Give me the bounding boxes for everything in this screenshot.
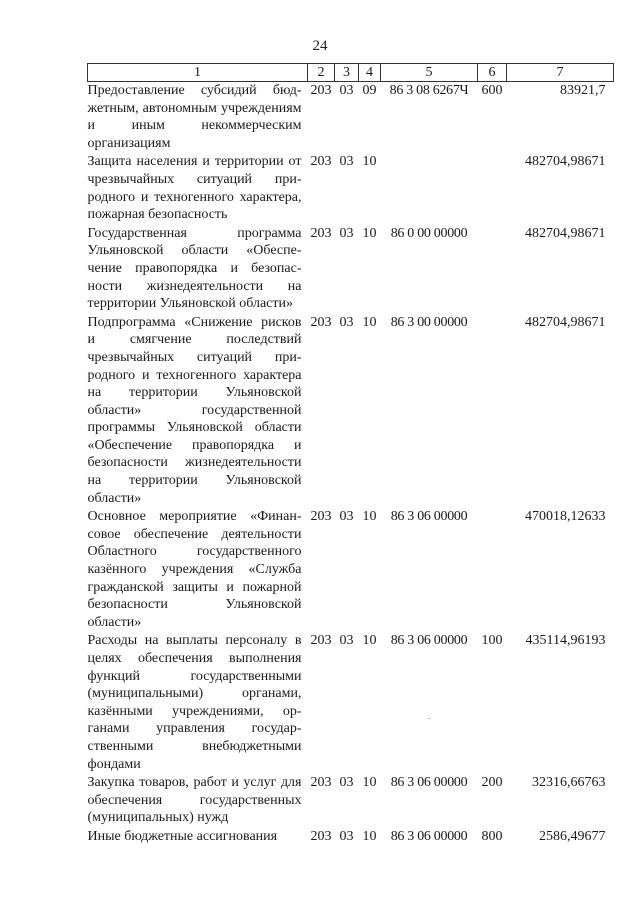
row-col-6: 800 [481,828,503,844]
header-col-1: 1 [88,64,308,82]
row-name: Государственная программа Ульяновской области «Обеспечение правопорядка и безопасности жизнедеятельности на территории Ульяновской области» [87,225,302,312]
row-col-7: 482704,98671 [525,225,606,241]
row-col-4: 10 [362,828,377,844]
row-col-5: 86 3 06 00000 [390,828,468,844]
row-col-3: 03 [339,314,354,330]
page-number: 24 [312,38,328,54]
row-col-5: 86 3 06 00000 [390,509,468,525]
row-col-3: 03 [339,83,354,98]
row-col-3: 03 [339,509,354,525]
row-col-3: 03 [339,225,354,241]
row-col-6 [478,314,507,509]
row-name: Основное мероприятие «Финансовое обеспечение деятельности Областного государственного казённого учреждения «Служба гражданской защиты и пожарной безопасности Ульяновской области» [87,509,302,630]
row-col-4: 10 [362,225,377,241]
row-col-4: 10 [362,633,377,649]
row-col-6 [478,508,507,632]
table-row [88,828,614,847]
row-col-4: 10 [362,775,377,791]
row-name: Иные бюджетные ассигнования [87,828,278,844]
header-col-7: 7 [507,64,614,82]
row-col-7: 2586,49677 [539,828,606,844]
row-col-3: 03 [339,775,354,791]
row-col-5: 86 3 06 00000 [390,633,468,649]
row-col-7: 83921,7 [560,83,606,98]
table-row [88,225,614,314]
table-body [88,82,614,847]
row-col-6 [478,153,507,224]
row-col-4: 10 [362,509,377,525]
row-col-7: 32316,66763 [532,775,606,791]
row-col-4: 10 [362,314,377,330]
row-col-3: 03 [339,633,354,649]
table-row [88,508,614,632]
row-col-4: 10 [362,154,377,170]
row-col-7: 435114,96193 [525,633,606,649]
header-col-3: 3 [335,64,359,82]
budget-table [87,63,614,847]
row-col-3: 03 [339,154,354,170]
row-col-6 [478,225,507,314]
row-col-2: 203 [310,775,332,791]
row-col-5: 86 3 06 00000 [390,775,468,791]
table-row [88,82,614,154]
row-col-2: 203 [310,828,332,844]
row-col-6: 200 [481,775,503,791]
row-col-6: 600 [481,83,503,98]
row-name: Предоставление субсидий бюджетным, автономным учреждениям и иным некоммерческим организациям [87,83,302,151]
row-col-2: 203 [310,633,332,649]
table-row [88,314,614,509]
header-col-6: 6 [478,64,507,82]
row-col-2: 203 [310,154,332,170]
table-row [88,153,614,224]
row-col-5: 86 3 08 6267Ч [389,83,469,98]
table-header [88,64,614,82]
table-row [88,632,614,774]
row-col-7: 482704,98671 [525,314,606,330]
header-col-4: 4 [359,64,381,82]
row-name: Защита населения и территории от чрезвычайных ситуаций природного и техногенного характера, пожарная безопасность [87,154,302,223]
row-col-2: 203 [310,314,332,330]
row-col-5: 86 3 00 00000 [390,314,468,330]
row-col-5: 86 0 00 00000 [390,225,468,241]
row-name: Подпрограмма «Снижение рисков и смягчение последствий чрезвычайных ситуаций природного и техногенного характера на территории Ульяновской области» государственной программы Ульяновской области «Обеспечение правопорядка и безопасности жизнедеятельности на территории Ульяновской области» [87,314,302,506]
header-col-2: 2 [308,64,335,82]
row-col-7: 482704,98671 [525,154,606,170]
row-name: Расходы на выплаты персоналу в целях обеспечения выполнения функций государственными (муниципальными) органами, казёнными учреждениями, органами управления государственными внебюджетными фондами [87,633,302,772]
row-col-6: 100 [481,633,503,649]
row-col-5 [381,153,478,224]
row-col-3: 03 [339,828,354,844]
scan-speck [428,718,430,719]
row-col-7: 470018,12633 [525,509,606,525]
row-name: Закупка товаров, работ и услуг для обеспечения государственных (муниципальных) нужд [87,775,302,826]
header-col-5: 5 [381,64,478,82]
row-col-2: 203 [310,83,332,98]
row-col-2: 203 [310,509,332,525]
row-col-4: 09 [362,83,377,98]
table-row [88,774,614,828]
row-col-2: 203 [310,225,332,241]
